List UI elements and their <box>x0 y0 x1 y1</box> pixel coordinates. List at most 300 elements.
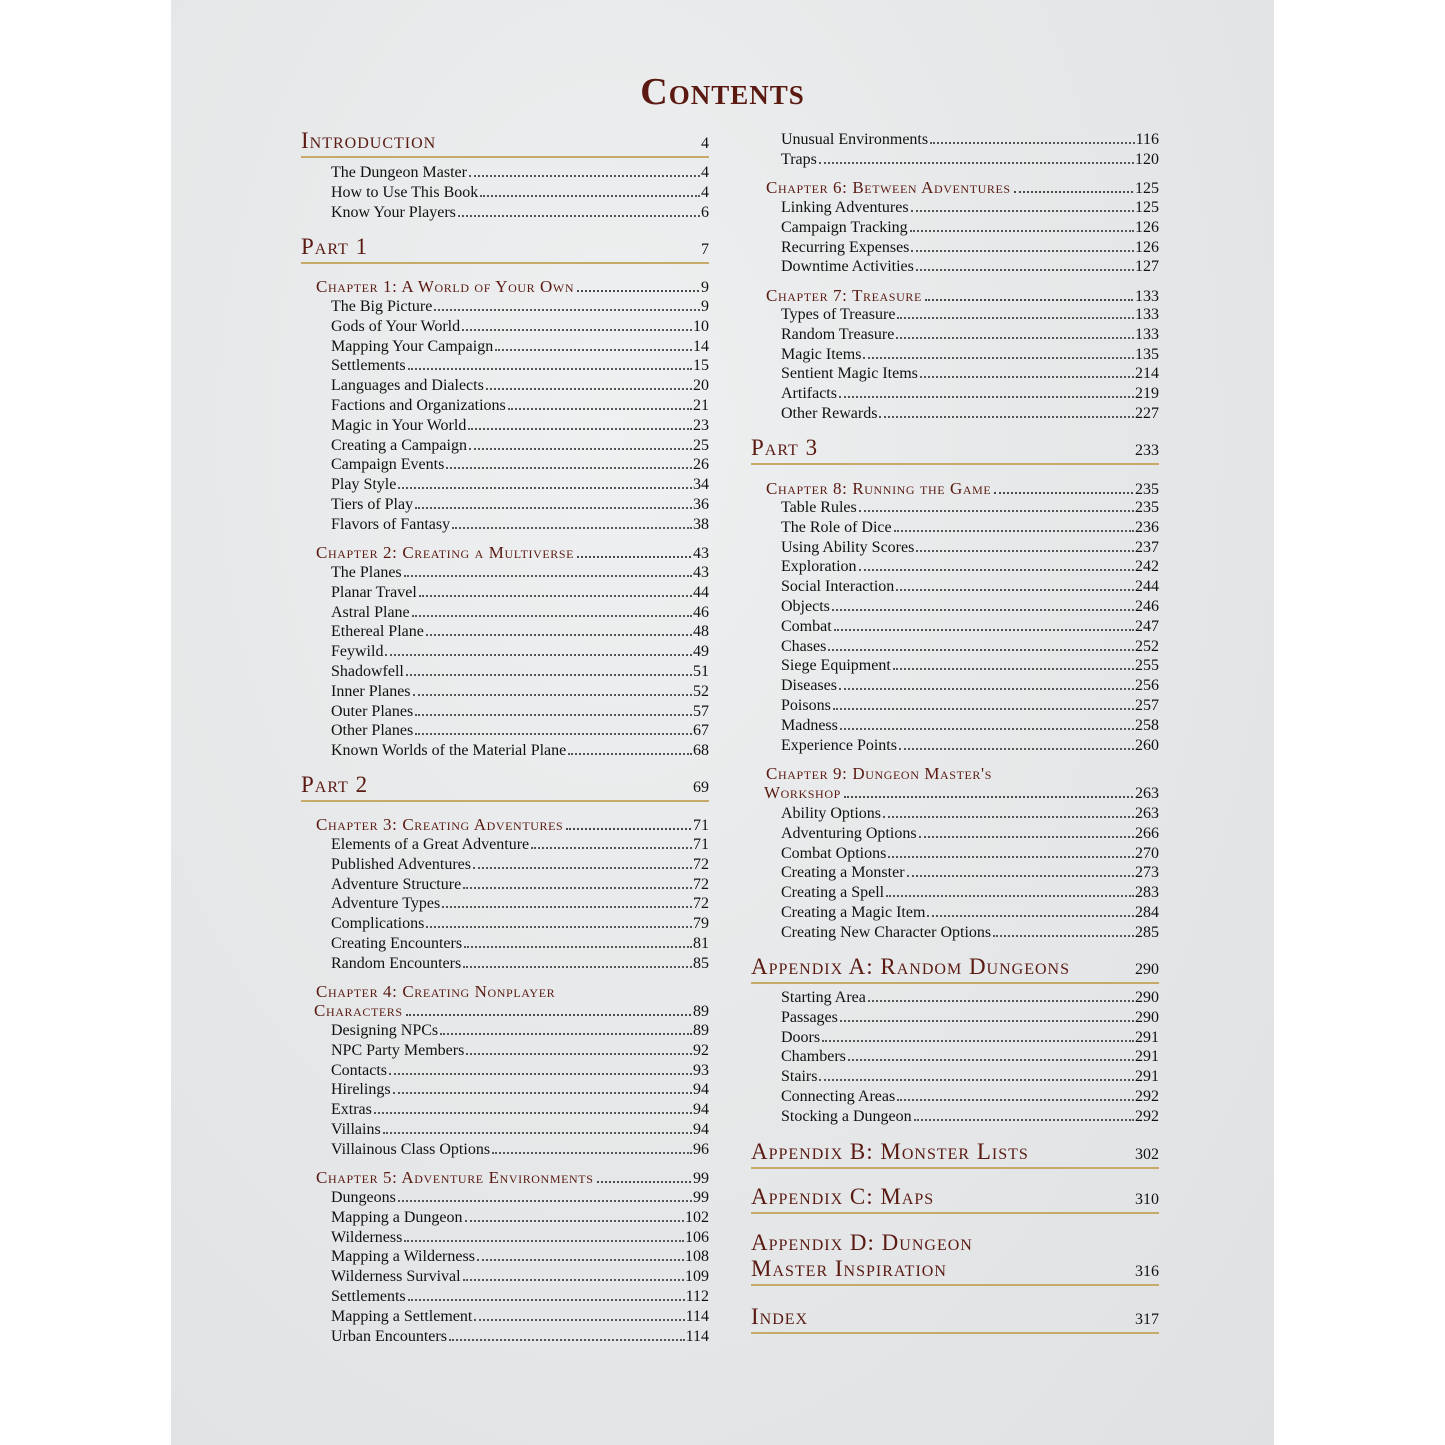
dot-leader <box>486 388 692 390</box>
toc-entry[interactable] <box>781 904 1159 924</box>
section-heading-label: Appendix B: Monster Lists <box>751 1139 1029 1164</box>
dot-leader <box>426 634 692 636</box>
toc-entry-page: 72 <box>693 875 709 893</box>
dot-leader <box>463 1279 684 1281</box>
toc-entry-page: 290 <box>1135 989 1159 1006</box>
toc-entry-page: 26 <box>693 456 709 474</box>
toc-entry[interactable] <box>331 1308 709 1328</box>
toc-entry[interactable] <box>781 151 1159 171</box>
toc-entry-page: 242 <box>1135 558 1159 576</box>
section-heading-label: Part 3 <box>751 435 819 460</box>
toc-entry-page: 135 <box>1135 345 1159 363</box>
toc-section-heading[interactable] <box>751 437 1159 465</box>
toc-entry-page: 79 <box>693 915 709 933</box>
toc-entry[interactable] <box>781 365 1159 385</box>
toc-entry-page: 92 <box>693 1041 709 1059</box>
toc-entry[interactable] <box>331 604 709 624</box>
toc-entry-label: Mapping a Wilderness <box>331 1248 475 1266</box>
toc-entry-label: Combat Options <box>781 844 887 862</box>
dot-leader <box>919 836 1134 838</box>
toc-section-heading[interactable] <box>751 1186 1159 1214</box>
dot-leader <box>462 329 692 331</box>
dot-leader <box>907 875 1134 877</box>
toc-entry-page: 9 <box>701 298 709 315</box>
dot-leader <box>434 309 700 311</box>
toc-entry[interactable] <box>331 742 709 762</box>
toc-entry[interactable] <box>331 584 709 604</box>
toc-entry-label: Creating a Monster <box>781 864 905 882</box>
toc-entry[interactable] <box>331 564 709 584</box>
toc-section-heading[interactable] <box>301 130 709 158</box>
toc-entry-page: 235 <box>1135 499 1159 516</box>
toc-entry-label: Stairs <box>781 1068 818 1086</box>
toc-section-heading[interactable] <box>751 956 1159 984</box>
toc-entry[interactable] <box>331 643 709 663</box>
toc-entry[interactable] <box>331 437 709 457</box>
dot-leader <box>463 887 692 889</box>
toc-entry-page: 246 <box>1135 598 1159 615</box>
toc-entry[interactable] <box>331 915 709 935</box>
toc-entry[interactable] <box>331 1268 709 1288</box>
toc-chapter-heading[interactable] <box>316 982 709 1020</box>
toc-entry[interactable] <box>331 1042 709 1062</box>
toc-entry[interactable] <box>331 516 709 536</box>
toc-entry-label: Experience Points <box>781 736 897 754</box>
toc-entry[interactable] <box>781 924 1159 944</box>
toc-entry-label: Other Rewards <box>781 405 878 422</box>
section-heading-page: 7 <box>701 241 709 258</box>
toc-entry[interactable] <box>781 989 1159 1009</box>
toc-entry[interactable] <box>331 1022 709 1042</box>
dot-leader <box>930 142 1135 144</box>
dot-leader <box>465 1220 684 1222</box>
toc-entry[interactable] <box>331 417 709 437</box>
dot-leader <box>577 290 699 292</box>
section-heading-label: Introduction <box>301 128 437 153</box>
dot-leader <box>383 1132 692 1134</box>
toc-entry-label: Unusual Environments <box>781 131 929 148</box>
toc-entry-label: Complications <box>331 915 425 933</box>
chapter-label: Chapter 6: Between Adventures <box>766 178 1011 197</box>
toc-entry-label: Objects <box>781 598 830 615</box>
toc-entry-page: 292 <box>1135 1088 1159 1105</box>
toc-chapter-heading[interactable] <box>766 479 1159 498</box>
toc-entry[interactable] <box>781 737 1159 757</box>
toc-entry[interactable] <box>331 164 709 184</box>
dot-leader <box>415 733 692 735</box>
dot-leader <box>839 396 1134 398</box>
toc-entry-page: 99 <box>693 1189 709 1206</box>
toc-entry-label: Extras <box>331 1101 372 1119</box>
toc-entry[interactable] <box>781 306 1159 326</box>
toc-chapter-heading[interactable] <box>766 286 1159 305</box>
toc-entry[interactable] <box>331 377 709 397</box>
toc-entry[interactable] <box>331 1209 709 1229</box>
toc-entry[interactable] <box>331 397 709 417</box>
toc-entry[interactable] <box>331 1288 709 1308</box>
toc-entry[interactable] <box>781 598 1159 618</box>
toc-entry[interactable] <box>781 539 1159 559</box>
dot-leader <box>910 230 1134 232</box>
toc-entry[interactable] <box>331 1101 709 1121</box>
toc-entry-label: Inner Planes <box>331 682 411 700</box>
toc-entry[interactable] <box>331 1328 709 1348</box>
chapter-label-line2: Characters <box>314 1001 403 1020</box>
toc-entry-label: Published Adventures <box>331 855 471 873</box>
toc-entry-label: Outer Planes <box>331 702 414 720</box>
toc-entry-page: 273 <box>1135 864 1159 882</box>
toc-entry-label: Factions and Organizations <box>331 397 506 414</box>
dot-leader <box>408 368 692 370</box>
toc-entry-label: Artifacts <box>781 385 837 403</box>
toc-entry-label: Villainous Class Options <box>331 1140 491 1158</box>
toc-entry[interactable] <box>781 697 1159 717</box>
toc-entry[interactable] <box>781 499 1159 519</box>
toc-chapter-heading[interactable] <box>316 277 709 296</box>
toc-entry-label: Astral Plane <box>331 603 410 621</box>
dot-leader <box>404 1240 684 1242</box>
toc-entry-page: 219 <box>1135 385 1159 403</box>
toc-section-heading[interactable] <box>751 1141 1159 1169</box>
toc-entry[interactable] <box>781 884 1159 904</box>
dot-leader <box>440 1033 692 1035</box>
section-heading-label-line1: Appendix D: Dungeon <box>751 1230 973 1255</box>
chapter-page: 9 <box>701 279 709 296</box>
toc-entry-page: 126 <box>1135 218 1159 236</box>
toc-entry[interactable] <box>331 935 709 955</box>
toc-entry[interactable] <box>331 703 709 723</box>
dot-leader <box>452 527 692 529</box>
dot-leader <box>597 1181 692 1183</box>
dot-leader <box>469 448 692 450</box>
toc-entry-page: 23 <box>693 416 709 434</box>
chapter-label: Chapter 3: Creating Adventures <box>316 815 564 834</box>
dot-leader <box>398 1200 692 1202</box>
dot-leader <box>389 1073 692 1075</box>
page-title: Contents <box>640 71 805 113</box>
section-heading-page: 302 <box>1135 1146 1159 1163</box>
toc-entry[interactable] <box>331 338 709 358</box>
chapter-label: Chapter 8: Running the Game <box>766 479 992 498</box>
toc-entry[interactable] <box>331 1121 709 1141</box>
chapter-page: 43 <box>693 545 709 562</box>
toc-entry-page: 114 <box>685 1327 709 1345</box>
toc-entry[interactable] <box>331 456 709 476</box>
toc-entry-label: Settlements <box>331 1288 406 1305</box>
toc-entry-page: 256 <box>1135 677 1159 695</box>
chapter-page: 133 <box>1135 288 1159 305</box>
toc-entry[interactable] <box>331 623 709 643</box>
toc-entry[interactable] <box>331 895 709 915</box>
toc-entry-label: Madness <box>781 716 838 734</box>
toc-entry[interactable] <box>781 258 1159 278</box>
toc-entry-page: 14 <box>693 337 709 355</box>
dot-leader <box>840 1020 1134 1022</box>
toc-section-heading[interactable] <box>301 774 709 802</box>
toc-entry-label: Diseases <box>781 677 837 695</box>
toc-entry[interactable] <box>331 1229 709 1249</box>
toc-entry-label: Other Planes <box>331 722 414 740</box>
toc-entry-label: Villains <box>331 1121 381 1138</box>
toc-entry-page: 72 <box>693 895 709 913</box>
section-heading-page: 290 <box>1135 961 1159 978</box>
toc-entry-label: NPC Party Members <box>331 1041 465 1059</box>
toc-chapter-heading[interactable] <box>316 1168 709 1187</box>
chapter-page: 235 <box>1135 481 1159 498</box>
dot-leader <box>994 492 1133 494</box>
toc-entry[interactable] <box>331 722 709 742</box>
toc-entry[interactable] <box>331 1062 709 1082</box>
toc-entry-label: Exploration <box>781 558 857 576</box>
toc-entry-label: Campaign Tracking <box>781 218 908 236</box>
toc-entry[interactable] <box>331 1189 709 1209</box>
toc-chapter-heading[interactable] <box>316 815 709 834</box>
toc-entry[interactable] <box>781 346 1159 366</box>
dot-leader <box>464 946 692 948</box>
toc-section-heading[interactable] <box>751 1306 1159 1334</box>
dot-leader <box>832 609 1134 611</box>
dot-leader <box>406 1014 691 1016</box>
toc-entry-page: 260 <box>1135 736 1159 754</box>
dot-leader <box>925 299 1133 301</box>
toc-entry[interactable] <box>331 184 709 204</box>
dot-leader <box>385 654 692 656</box>
toc-entry-label: Designing NPCs <box>331 1022 439 1039</box>
dot-leader <box>879 416 1134 418</box>
toc-entry[interactable] <box>331 1248 709 1268</box>
dot-leader <box>415 714 692 716</box>
toc-entry-page: 227 <box>1135 405 1159 422</box>
toc-entry-label: Gods of Your World <box>331 317 461 335</box>
toc-entry[interactable] <box>781 638 1159 658</box>
toc-entry[interactable] <box>781 131 1159 151</box>
toc-entry[interactable] <box>331 318 709 338</box>
toc-entry[interactable] <box>781 239 1159 259</box>
dot-leader <box>446 467 692 469</box>
dot-leader <box>828 649 1134 651</box>
dot-leader <box>404 575 692 577</box>
toc-entry-page: 4 <box>701 164 709 181</box>
toc-entry-page: 94 <box>693 1121 709 1138</box>
toc-entry-label: Linking Adventures <box>781 199 909 216</box>
toc-entry[interactable] <box>781 677 1159 697</box>
toc-entry-label: The Planes <box>331 564 402 581</box>
toc-entry[interactable] <box>781 1029 1159 1049</box>
chapter-page: 99 <box>693 1170 709 1187</box>
toc-entry[interactable] <box>781 1009 1159 1029</box>
chapter-page: 125 <box>1135 180 1159 197</box>
dot-leader <box>468 428 692 430</box>
dot-leader <box>897 1099 1134 1101</box>
toc-entry[interactable] <box>781 825 1159 845</box>
toc-entry-page: 112 <box>685 1288 709 1305</box>
toc-entry-label: Adventuring Options <box>781 824 917 842</box>
toc-entry-page: 214 <box>1135 365 1159 383</box>
dot-leader <box>480 195 700 197</box>
toc-entry[interactable] <box>331 836 709 856</box>
toc-entry-page: 290 <box>1135 1008 1159 1026</box>
toc-entry[interactable] <box>331 496 709 516</box>
toc-entry-label: Stocking a Dungeon <box>781 1107 912 1125</box>
toc-entry-page: 68 <box>693 742 709 760</box>
toc-entry[interactable] <box>781 717 1159 737</box>
toc-chapter-heading[interactable] <box>766 764 1159 802</box>
toc-entry[interactable] <box>781 558 1159 578</box>
toc-entry-page: 34 <box>693 476 709 494</box>
toc-entry-page: 57 <box>693 702 709 720</box>
toc-entry-label: Creating a Spell <box>781 884 885 902</box>
toc-entry[interactable] <box>781 845 1159 865</box>
dot-leader <box>406 674 692 676</box>
dot-leader <box>531 847 692 849</box>
toc-entry-label: Hirelings <box>331 1081 391 1099</box>
toc-entry-label: Creating a Campaign <box>331 436 467 454</box>
toc-entry-page: 52 <box>693 682 709 700</box>
toc-entry-page: 106 <box>685 1228 709 1246</box>
dot-leader <box>819 1079 1134 1081</box>
dot-leader <box>374 1112 692 1114</box>
toc-entry-page: 255 <box>1135 657 1159 675</box>
toc-entry-page: 133 <box>1135 325 1159 343</box>
toc-entry-page: 126 <box>1135 238 1159 256</box>
dot-leader <box>916 269 1134 271</box>
toc-entry[interactable] <box>781 618 1159 638</box>
toc-entry[interactable] <box>781 1108 1159 1128</box>
toc-entry[interactable] <box>781 405 1159 425</box>
toc-entry[interactable] <box>781 326 1159 346</box>
toc-entry-label: Wilderness Survival <box>331 1268 461 1286</box>
toc-entry-label: How to Use This Book <box>331 183 479 201</box>
toc-entry-label: The Dungeon Master <box>331 164 467 181</box>
toc-entry[interactable] <box>331 476 709 496</box>
toc-entry[interactable] <box>781 805 1159 825</box>
dot-leader <box>886 895 1134 897</box>
toc-entry-page: 236 <box>1135 518 1159 536</box>
toc-entry-page: 67 <box>693 722 709 740</box>
toc-entry-page: 263 <box>1135 805 1159 822</box>
toc-entry-page: 94 <box>693 1081 709 1099</box>
toc-entry-label: Magic Items <box>781 345 862 363</box>
toc-entry-label: Contacts <box>331 1061 387 1079</box>
section-heading-label <box>751 1230 973 1282</box>
dot-leader <box>463 966 692 968</box>
toc-entry[interactable] <box>781 1068 1159 1088</box>
dot-leader <box>888 856 1134 858</box>
toc-entry-label: Siege Equipment <box>781 657 891 675</box>
toc-entry[interactable] <box>331 856 709 876</box>
toc-entry-label: Types of Treasure <box>781 306 896 323</box>
toc-entry[interactable] <box>331 955 709 975</box>
section-heading-label-line2: Master Inspiration <box>751 1256 947 1281</box>
toc-entry-page: 257 <box>1135 697 1159 714</box>
toc-entry-page: 266 <box>1135 824 1159 842</box>
toc-entry[interactable] <box>331 683 709 703</box>
dot-leader <box>833 708 1134 710</box>
dot-leader <box>896 337 1134 339</box>
section-heading-label: Part 2 <box>301 772 369 797</box>
dot-leader <box>466 1053 692 1055</box>
dot-leader <box>840 728 1134 730</box>
toc-entry[interactable] <box>781 1088 1159 1108</box>
toc-entry-label: Magic in Your World <box>331 416 467 434</box>
toc-entry-label: Poisons <box>781 697 831 714</box>
toc-entry-page: 48 <box>693 623 709 641</box>
toc-entry[interactable] <box>781 199 1159 219</box>
dot-leader <box>819 162 1134 164</box>
toc-entry[interactable] <box>331 204 709 224</box>
dot-leader <box>916 550 1134 552</box>
toc-section-heading[interactable] <box>751 1232 1159 1286</box>
dot-leader <box>568 753 692 755</box>
toc-entry-label: Adventure Structure <box>331 875 462 893</box>
toc-entry-label: Mapping Your Campaign <box>331 337 494 355</box>
dot-leader <box>839 688 1134 690</box>
dot-leader <box>415 507 692 509</box>
dot-leader <box>899 748 1134 750</box>
section-heading-page: 317 <box>1135 1311 1159 1328</box>
toc-entry-label: Sentient Magic Items <box>781 365 918 383</box>
toc-entry-page: 125 <box>1135 199 1159 216</box>
toc-chapter-heading[interactable] <box>316 543 709 562</box>
dot-leader <box>920 376 1134 378</box>
toc-entry[interactable] <box>781 385 1159 405</box>
chapter-page: 71 <box>693 817 709 834</box>
toc-entry-label: Traps <box>781 150 817 168</box>
toc-entry-label: Planar Travel <box>331 583 417 601</box>
toc-entry-page: 258 <box>1135 716 1159 734</box>
toc-chapter-heading[interactable] <box>766 178 1159 197</box>
toc-entry[interactable] <box>781 519 1159 539</box>
toc-entry[interactable] <box>331 357 709 377</box>
section-heading-label: Index <box>751 1304 809 1329</box>
chapter-label: Chapter 5: Adventure Environments <box>316 1168 594 1187</box>
dot-leader <box>398 487 692 489</box>
section-heading-page: 69 <box>693 779 709 796</box>
toc-entry-label: Chambers <box>781 1048 846 1066</box>
toc-entry[interactable] <box>331 1081 709 1101</box>
dot-leader <box>894 530 1134 532</box>
toc-entry-label: Ability Options <box>781 805 882 822</box>
toc-entry-page: 109 <box>685 1268 709 1286</box>
chapter-page: 89 <box>693 1003 709 1020</box>
toc-entry[interactable] <box>331 663 709 683</box>
toc-entry-page: 36 <box>693 496 709 513</box>
toc-entry[interactable] <box>781 657 1159 677</box>
toc-entry[interactable] <box>331 1141 709 1161</box>
toc-entry[interactable] <box>331 876 709 896</box>
section-heading-label: Appendix C: Maps <box>751 1184 935 1209</box>
toc-entry-label: Recurring Expenses <box>781 238 910 256</box>
toc-entry[interactable] <box>781 219 1159 239</box>
toc-entry[interactable] <box>781 578 1159 598</box>
toc-entry[interactable] <box>781 1048 1159 1068</box>
chapter-label: Chapter 7: Treasure <box>766 286 922 305</box>
toc-entry-page: 292 <box>1135 1107 1159 1125</box>
toc-entry-label: Languages and Dialects <box>331 377 484 395</box>
toc-entry-page: 21 <box>693 397 709 414</box>
dot-leader <box>859 569 1134 571</box>
toc-section-heading[interactable] <box>301 236 709 264</box>
toc-entry-label: Mapping a Dungeon <box>331 1208 463 1226</box>
section-heading-page: 310 <box>1135 1191 1159 1208</box>
toc-entry[interactable] <box>331 298 709 318</box>
toc-entry-page: 108 <box>685 1248 709 1266</box>
toc-entry-page: 102 <box>685 1208 709 1226</box>
toc-entry-label: Downtime Activities <box>781 258 914 276</box>
toc-entry-label: Know Your Players <box>331 203 456 221</box>
toc-entry-page: 285 <box>1135 923 1159 941</box>
toc-entry[interactable] <box>781 864 1159 884</box>
